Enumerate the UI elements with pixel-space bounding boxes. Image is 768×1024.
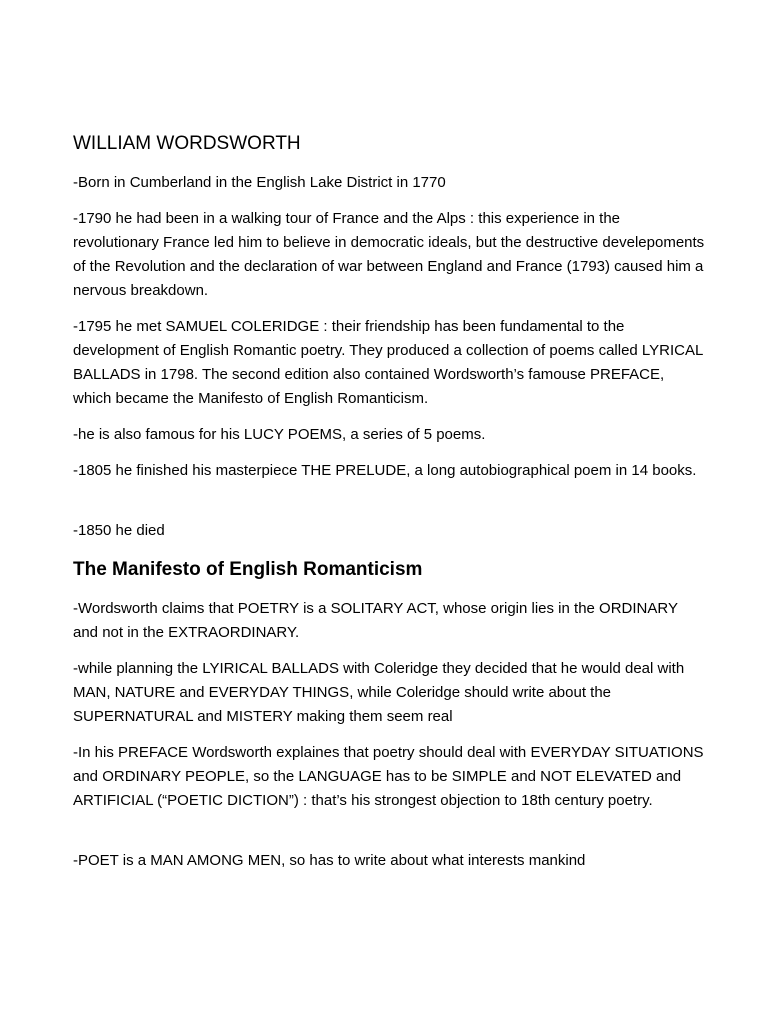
paragraph-1805: -1805 he finished his masterpiece THE PRELUDE, a long autobiographical poem in 14 books. <box>73 462 697 479</box>
paragraph-1850: -1850 he died <box>73 522 165 539</box>
paragraph-solitary-act: -Wordsworth claims that POETRY is a SOLITARY ACT, whose origin lies in the ORDINARY and not in the EXTRAORDINARY. <box>73 600 678 641</box>
paragraph-1795: -1795 he met SAMUEL COLERIDGE : their friendship has been fundamental to the development of English Romantic poetry. They produced a collection of poems called LYRICAL BALLADS in 1798. The second edition also contained Wordsworth’s famouse PREFACE, which became the Manifesto of English Romanticism. <box>73 318 703 407</box>
paragraph-lucy-poems: -he is also famous for his LUCY POEMS, a series of 5 poems. <box>73 426 486 443</box>
paragraph-lyrical-ballads: -while planning the LYIRICAL BALLADS with Coleridge they decided that he would deal with MAN, NATURE and EVERYDAY THINGS, while Coleridge should write about the SUPERNATURAL and MISTERY making them seem real <box>73 660 685 725</box>
document-title: WILLIAM WORDSWORTH <box>73 133 301 154</box>
paragraph-preface: -In his PREFACE Wordsworth explaines that poetry should deal with EVERYDAY SITUATIONS and ORDINARY PEOPLE, so the LANGUAGE has to be SIMPLE and NOT ELEVATED and ARTIFICIAL (“POETIC DICTION”) : that’s his strongest objection to 18th century poetry. <box>73 744 704 809</box>
paragraph-poet: -POET is a MAN AMONG MEN, so has to write about what interests mankind <box>73 852 586 869</box>
paragraph-1790: -1790 he had been in a walking tour of France and the Alps : this experience in the revolutionary France led him to believe in democratic ideals, but the destructive develepoments of the Revolution and the declaration of war between England and France (1793) caused him a nervous breakdown. <box>73 210 705 299</box>
paragraph-birth: -Born in Cumberland in the English Lake District in 1770 <box>73 174 446 191</box>
section-heading: The Manifesto of English Romanticism <box>73 559 423 580</box>
